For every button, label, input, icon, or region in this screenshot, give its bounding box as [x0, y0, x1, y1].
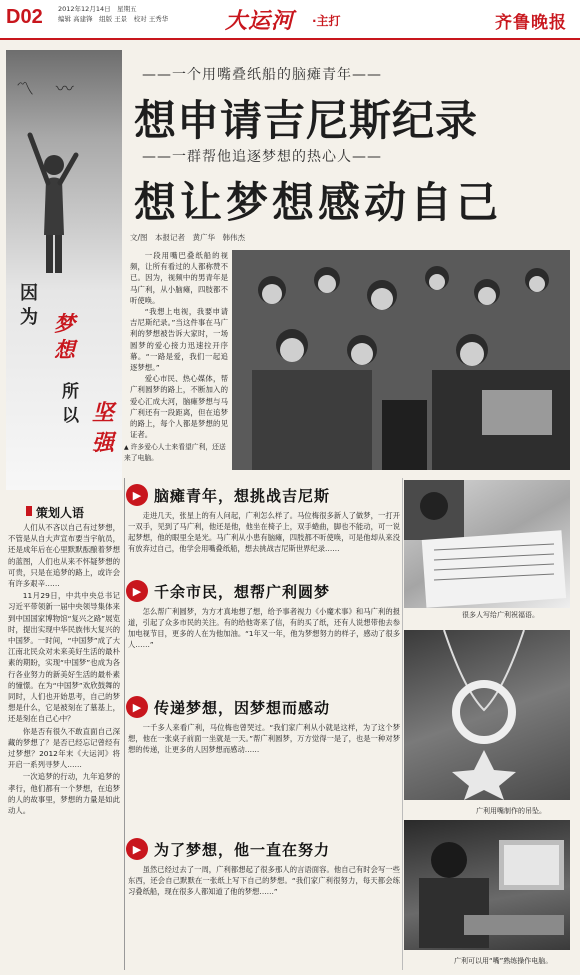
section-two-text: 怎么帮广利圆梦，为方才真地想了想，给予事者视力《小魔术事》和马广利的报道，引起了众多市民的关注。有的给他寄来了信，有的买了纸，还有人说想带他去参加电视节目，更多的人在为他加油。“1年又一年，他为梦想努力的样子，感动了很多人……” — [128, 607, 400, 649]
child-silhouette-icon — [24, 125, 84, 275]
kicker-two: ——一群帮他追逐梦想的热心人—— — [142, 149, 382, 165]
masthead — [0, 0, 580, 40]
edition-meta — [58, 4, 218, 24]
section-two-header — [126, 580, 330, 602]
kicker-one: ——一个用嘴叠纸船的脑瘫青年—— — [142, 67, 382, 83]
notebook-photo — [404, 480, 570, 608]
pendant-photo — [404, 630, 570, 800]
section-three-text: 一千多人来看广利，马位梅也曾哭过。“我们家广利从小就是这样，为了这个梦想，他在一张桌子前面一坐就是一天。”帮广利圆梦，万方觉得一是了，也是一种对梦想的传递，让更多的人因梦想而感动…… — [128, 723, 400, 754]
main-photo-caption: ▲ 许多爱心人士来看望广利，还送来了电脑。 — [124, 442, 228, 463]
slogan-so: 所以 — [62, 382, 79, 426]
column-title: 策划人语 — [36, 506, 85, 520]
page-number: D02 — [6, 6, 43, 28]
birds-icon: 〽 〰 — [16, 79, 82, 100]
crowd-photo-graphic — [232, 250, 570, 470]
editors-line: 编辑 高建锋 组版 王景 校对 王秀华 — [58, 15, 169, 23]
section-four-text: 虽然已经过去了一周，广利都想起了很多那人的言语面容。他自己有时会写一些东西，还会自己默默在一张纸上写下自己的梦想。“我们家广利很努力，每天都会练习叠纸船，现在很多人都知道了他的梦想……” — [128, 865, 400, 896]
notebook-photo-graphic — [404, 480, 570, 608]
notebook-caption: 很多人写给广利祝福语。 — [462, 611, 539, 619]
section-two-title: 千余市民，想帮广利圆梦 — [154, 582, 331, 601]
section-one-title: 脑瘫青年，想挑战吉尼斯 — [154, 486, 331, 505]
newspaper-name: 齐鲁晚报 — [495, 13, 567, 33]
arrow-right-icon: ▶ — [126, 484, 148, 506]
section-three-header — [126, 696, 330, 718]
crowd-photo — [232, 250, 570, 470]
byline: 文/图 本报记者 黄广华 韩伟杰 — [130, 233, 246, 242]
slogan-dream: 梦想 — [54, 311, 75, 362]
computer-photo-graphic — [404, 820, 570, 950]
computer-photo — [404, 820, 570, 950]
headline-one: 想申请吉尼斯纪录 — [134, 96, 479, 145]
section-logo: 大运河 — [225, 8, 295, 34]
arrow-right-icon: ▶ — [126, 838, 148, 860]
slogan-strong: 坚强 — [92, 400, 115, 456]
section-three-title: 传递梦想，因梦想而感动 — [154, 698, 331, 717]
pendant-caption: 广利用嘴制作的吊坠。 — [476, 807, 546, 815]
column-divider — [402, 478, 403, 970]
slogan-because: 因为 — [20, 283, 38, 328]
computer-caption: 广利可以用“嘴”熟练操作电脑。 — [454, 957, 553, 965]
pendant-photo-graphic — [404, 630, 570, 800]
date-line: 2012年12月14日 星期五 — [58, 5, 137, 13]
section-four-header — [126, 838, 330, 860]
arrow-right-icon: ▶ — [126, 696, 148, 718]
section-subtitle: ·主打 — [312, 14, 341, 28]
arrow-right-icon: ▶ — [126, 580, 148, 602]
section-one-header — [126, 484, 330, 506]
editorial-text: 人们从不吝以自己有过梦想，不管是从自大声宣布要当宇航员，还是成年后在心里默默酝酿着梦想的蓝图，人们也从来不怀疑梦想的可贵，只是在追梦的路上，或许会有许多艰辛…… 11月29日，中共中央总书记习近平带领新一届中央领导集体来到中国国家博物馆“复兴之路”展览时，提出实现中华民族伟大复兴的中国梦。一时间，“中国梦”成了大江南北民众对未来美好生活的最朴素的期盼，实现“中国梦”也成为各行各业努力的新美好生活的最朴素的憧憬。在为“中国梦”欢欣鼓舞的同时，人们也开始思考，自己的梦想是什么，它是被刻在了墓基上，还是刻在自己心中？ 你是否有很久不敢直面自己深藏的梦想了？是否已经忘记曾经有过梦想？2012年末《大运河》将开启一系列寻梦人…… 一次追梦的行动，九年追梦的孝行，他们都有一个梦想，在追梦的人的故事里，梦想的力量是如此动人。 — [8, 523, 120, 816]
column-divider — [124, 478, 125, 970]
section-one-text: 走进几天，张星上的有人问起，广利怎么样了。马位梅很多新人了做梦，一打开一双手，见到了马广利，他还是他，他坐在椅子上，双手蜷曲，脚也不能动，可一说起梦想，他的眼里全是光。马广利从小患有脑瘫，四肢都不听使唤，可是他却从来没有放弃过自己，他学会用嘴叠纸船，想去挑战吉尼斯世界纪录…… — [128, 511, 400, 553]
section-four-title: 为了梦想，他一直在努力 — [154, 840, 331, 859]
headline-two: 想让梦想感动自己 — [134, 178, 503, 227]
dream-illustration — [6, 50, 122, 490]
left-sidebar — [0, 42, 122, 975]
lead-text: 一段用嘴巴叠纸船的视频，让所有看过的人都称赞不已。因为，视频中的男青年是马广利，从小脑瘫，四肢都不听使唤。 “我想上电视，我要申请吉尼斯纪录。”当这件事在马广利的梦想被告诉大家时，一场圆梦的爱心接力迅速拉开序幕。“一路是爱，我们一起追逐梦想。” 爱心市民、热心媒体，帮广利圆梦的路上，不断加入的爱心汇成大河，脑瘫梦想与马广利还有一段距离，但在追梦的路上，每个人都是梦想的见证者。 — [130, 251, 228, 440]
